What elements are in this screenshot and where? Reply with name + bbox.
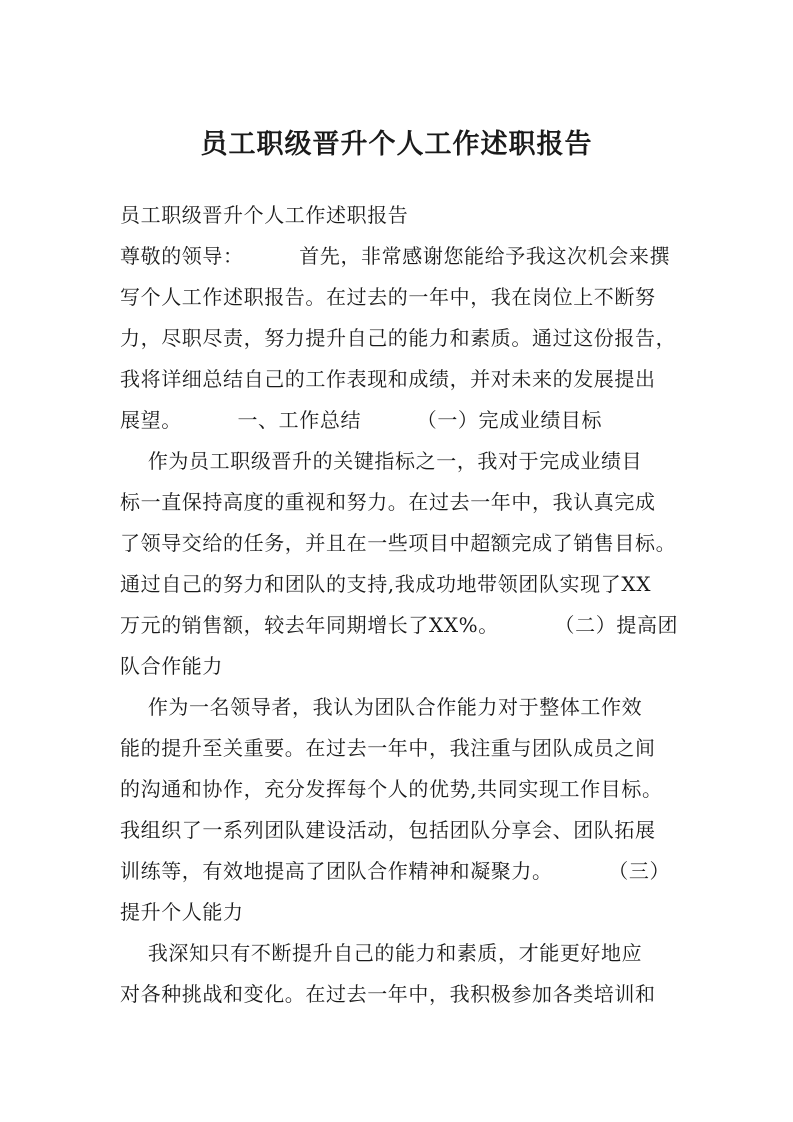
body-line: 我深知只有不断提升自己的能力和素质，才能更好地应 <box>120 941 643 965</box>
document-title: 员工职级晋升个人工作述职报告 <box>200 129 593 160</box>
body-line: 我将详细总结自己的工作表现和成绩，并对未来的发展提出 <box>120 367 656 391</box>
body-line: 了领导交给的任务，并且在一些项目中超额完成了销售目标。 <box>120 531 677 555</box>
body-line: 展望。 一、工作总结 （一）完成业绩目标 <box>120 408 603 432</box>
body-line: 员工职级晋升个人工作述职报告 <box>120 203 409 227</box>
body-line: 提升个人能力 <box>120 900 244 924</box>
body-line: 尊敬的领导： 首先，非常感谢您能给予我这次机会来撰 <box>120 244 671 268</box>
body-line: 的沟通和协作，充分发挥每个人的优势,共同实现工作目标。 <box>120 777 663 801</box>
body-line: 队合作能力 <box>120 654 223 678</box>
body-line: 标一直保持高度的重视和努力。在过去一年中，我认真完成 <box>120 490 656 514</box>
document-body <box>120 195 680 1015</box>
body-line: 对各种挑战和变化。在过去一年中，我积极参加各类培训和 <box>120 982 656 1006</box>
body-line: 能的提升至关重要。在过去一年中，我注重与团队成员之间 <box>120 736 656 760</box>
body-line: 作为一名领导者，我认为团队合作能力对于整体工作效 <box>120 695 643 719</box>
body-line: 写个人工作述职报告。在过去的一年中，我在岗位上不断努 <box>120 285 656 309</box>
body-line: 通过自己的努力和团队的支持,我成功地带领团队实现了XX <box>120 572 652 596</box>
body-line: 力，尽职尽责，努力提升自己的能力和素质。通过这份报告， <box>120 326 677 350</box>
body-line: 作为员工职级晋升的关键指标之一，我对于完成业绩目 <box>120 449 643 473</box>
body-line: 训练等，有效地提高了团队合作精神和凝聚力。 （三） <box>120 859 671 883</box>
body-line: 万元的销售额，较去年同期增长了XX%。 （二）提高团 <box>120 613 679 637</box>
body-line: 我组织了一系列团队建设活动，包括团队分享会、团队拓展 <box>120 818 656 842</box>
